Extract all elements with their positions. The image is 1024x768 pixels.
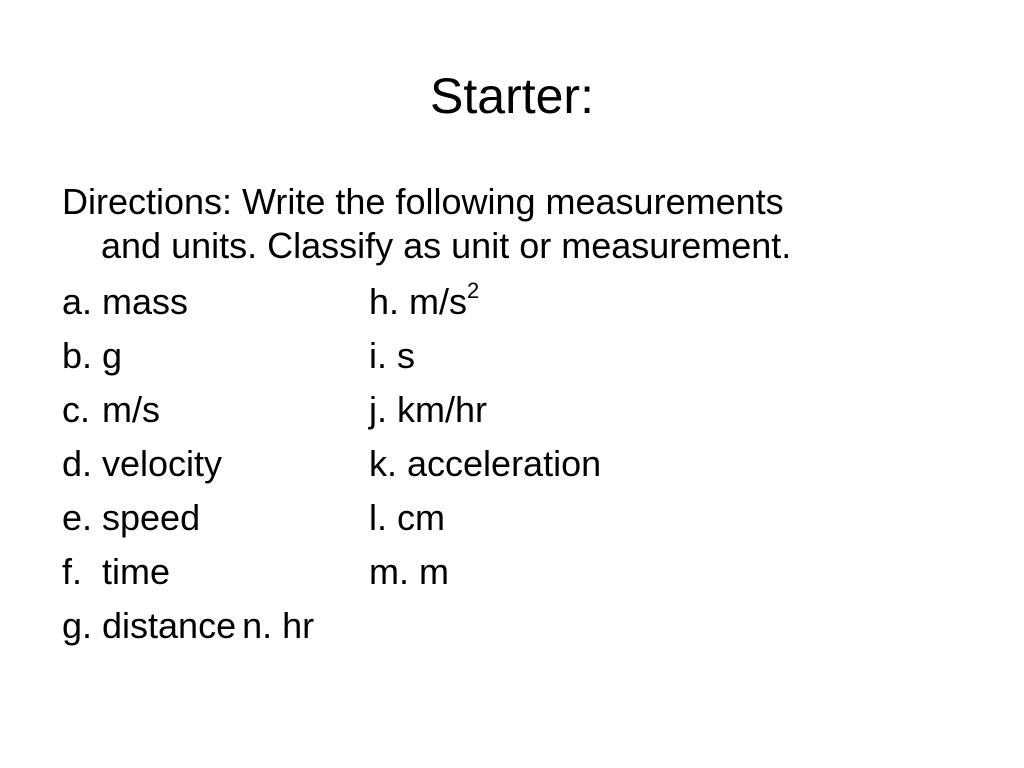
list-row [62,278,962,332]
list-marker: e. [62,497,93,538]
list-item-right: j. km/hr [369,389,488,430]
list-item-right-text: h. m/s [369,281,468,322]
list-item-right: i. s [369,335,416,376]
list-item-term: mass [102,281,189,322]
list-item-term: time [102,551,171,592]
list-item-right [369,278,479,326]
list-item-term: velocity [102,443,223,484]
list-marker: g. [62,605,93,646]
directions-line-1: Directions: Write the following measurements [62,181,784,222]
list-marker: b. [62,335,93,376]
list-item-right-inline: n. hr [242,605,315,646]
list-item-term-text: distance [102,605,237,646]
list-row [62,440,962,494]
list-item-term [102,602,314,650]
list-item-term: m/s [102,389,160,430]
list-item-term: speed [102,497,201,538]
list-marker: d. [62,443,93,484]
list-row [62,332,962,386]
list-marker: c. [62,389,91,430]
list-row [62,386,962,440]
list-marker: a. [62,281,93,322]
list-row [62,602,962,656]
list-item-term: g [102,335,123,376]
superscript: 2 [467,278,480,303]
list-item-right: m. m [369,551,449,592]
directions-line-2: and units. Classify as unit or measurement. [101,225,792,266]
list-item-right: l. cm [369,497,445,538]
list-row [62,494,962,548]
list-row [62,548,962,602]
directions-text [62,180,962,268]
slide-title: Starter: [430,68,594,124]
list-marker: f. [62,551,83,592]
list-item-right: k. acceleration [369,443,602,484]
